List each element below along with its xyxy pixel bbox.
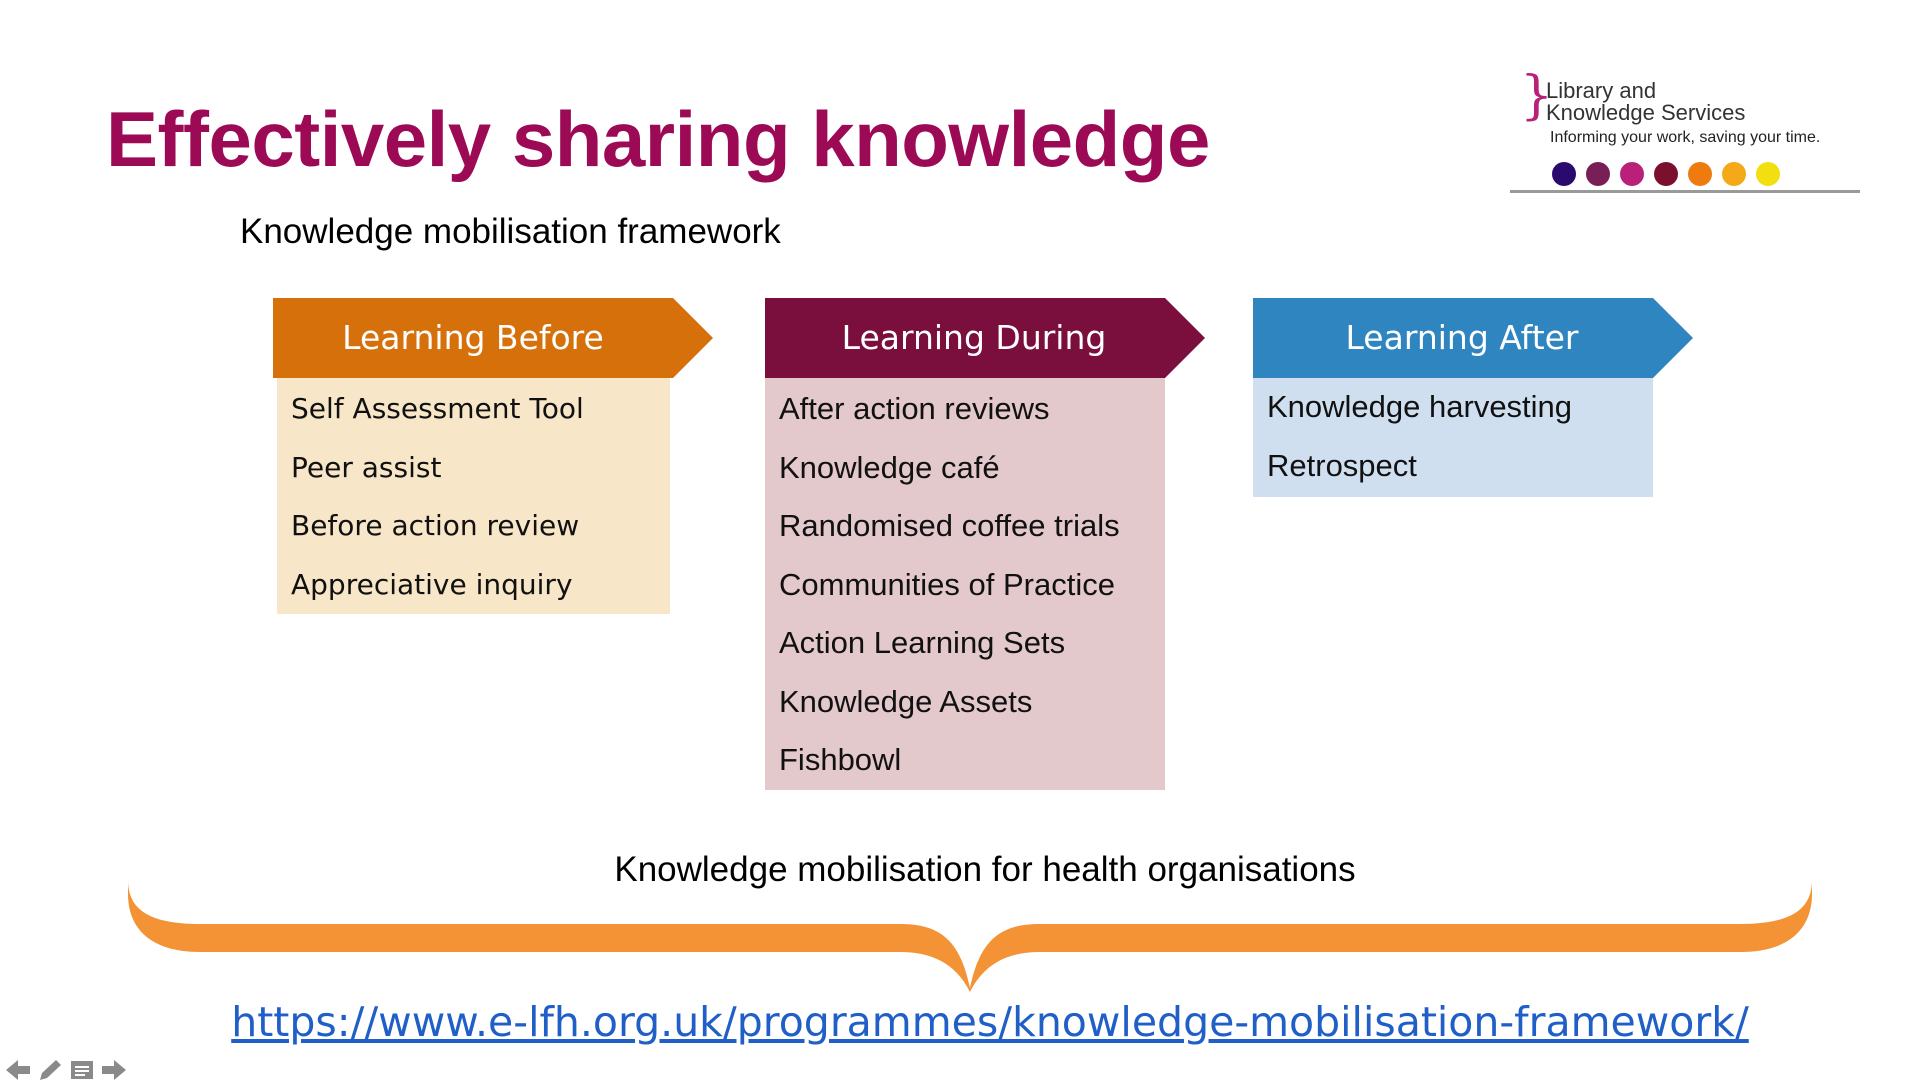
pen-icon[interactable] [36, 1058, 64, 1082]
library-logo [1510, 66, 1870, 200]
page-title: Effectively sharing knowledge [106, 95, 1210, 183]
list-item: Self Assessment Tool [291, 392, 584, 425]
logo-divider [1510, 190, 1860, 193]
page-subtitle: Knowledge mobilisation framework [240, 212, 781, 251]
list-item: Before action review [291, 509, 580, 542]
logo-dot [1620, 162, 1644, 186]
list-item: Retrospect [1267, 447, 1417, 483]
logo-dot [1722, 162, 1746, 186]
logo-dots [1552, 162, 1780, 186]
framework-link[interactable]: https://www.e-lfh.org.uk/programmes/knowledge-mobilisation-framework/ [231, 998, 1749, 1046]
footer-caption: Knowledge mobilisation for health organisations [614, 850, 1356, 889]
list-item: After action reviews [779, 391, 1050, 426]
logo-line-1: Library and [1546, 78, 1657, 103]
logo-dot [1688, 162, 1712, 186]
list-item: Appreciative inquiry [291, 567, 573, 601]
logo-dot [1756, 162, 1780, 186]
list-item: Action Learning Sets [779, 625, 1066, 660]
items-learning-before [277, 378, 670, 614]
logo-tagline: Informing your work, saving your time. [1550, 129, 1821, 146]
logo-dot [1552, 162, 1576, 186]
header-label: Learning Before [342, 318, 604, 357]
list-item: Peer assist [291, 450, 442, 484]
list-item: Communities of Practice [779, 566, 1115, 602]
list-item: Knowledge harvesting [1267, 389, 1573, 424]
logo-dot [1654, 162, 1678, 186]
arrow-left-icon[interactable] [4, 1058, 32, 1082]
arrow-right-icon[interactable] [100, 1058, 128, 1082]
header-label: Learning After [1345, 318, 1579, 357]
items-learning-after [1253, 378, 1653, 497]
list-item: Knowledge Assets [779, 683, 1033, 719]
items-learning-during [765, 378, 1165, 790]
list-item: Knowledge café [779, 449, 1000, 485]
logo-brace-icon: } [1520, 66, 1554, 126]
brace-fill [128, 880, 1812, 992]
list-item: Randomised coffee trials [779, 508, 1120, 543]
header-label: Learning During [841, 318, 1107, 357]
presentation-controls [4, 1058, 128, 1082]
curly-brace-shape [120, 880, 1820, 992]
list-item: Fishbowl [779, 742, 902, 777]
logo-dot [1586, 162, 1610, 186]
logo-line-2: Knowledge Services [1546, 100, 1746, 125]
menu-icon[interactable] [68, 1058, 96, 1082]
